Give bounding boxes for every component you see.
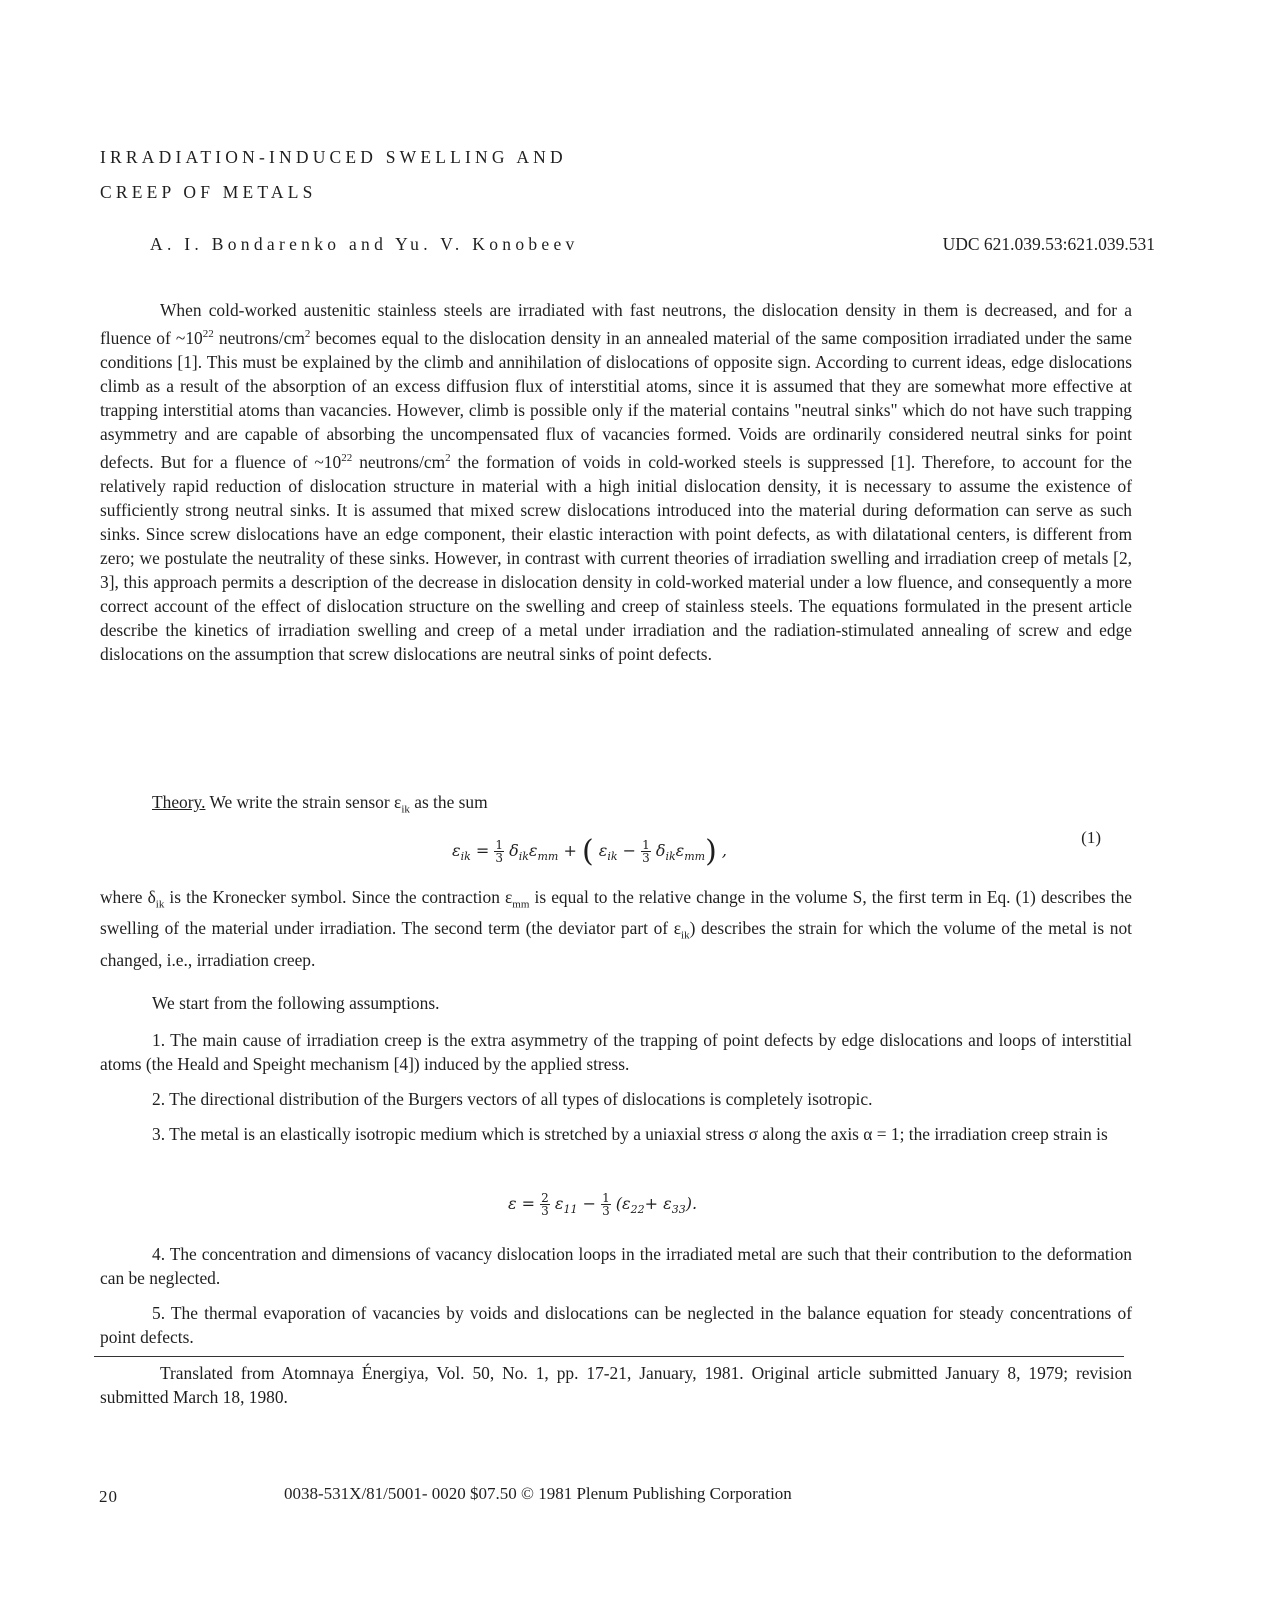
assumption-2: 2. The directional distribution of the Burgers vectors of all types of dislocations is completely isotropic.	[152, 1089, 873, 1109]
theory-heading: Theory.	[152, 792, 206, 812]
equation-1: $\varepsilon_{ik}$ = $\frac{1}{3}$ $\delta_{ik}\varepsilon_{mm}$ + ( $\varepsilon_{ik}$ − $\frac{1}{3}$ $\delta_{ik}\varepsilon_{mm}$) ,	[452, 834, 728, 869]
assumption-1: 1. The main cause of irradiation creep is the extra asymmetry of the trapping of point defects by edge dislocations and loops of interstitial atoms (the Heald and Speight mechanism [4]) induced by the applied stress.	[100, 1030, 1132, 1074]
article-title-line-1: IRRADIATION-INDUCED SWELLING AND	[100, 147, 567, 167]
article-title-line-2: CREEP OF METALS	[100, 182, 317, 202]
after-equation-paragraph: where $\delta_{ik}$ is the Kronecker symbol. Since the contraction $\varepsilon_{mm}$ is equal to the relative change in the volume S, the first term in Eq. (1) describes the swelling of the material under irradiation. The second term (the deviator part of $\varepsilon_{ik}$) describes the strain for which the volume of the metal is not changed, i.e., irradiation creep.	[100, 887, 1132, 970]
assumption-4: 4. The concentration and dimensions of vacancy dislocation loops in the irradiated metal are such that their contribution to the deformation can be neglected.	[100, 1244, 1132, 1288]
theory-paragraph: Theory. We write the strain sensor $\varepsilon_{ik}$ as the sum	[152, 792, 488, 816]
page-number: 20	[99, 1487, 118, 1506]
udc-code: UDC 621.039.53:621.039.531	[942, 234, 1155, 254]
assumption-5: 5. The thermal evaporation of vacancies by voids and dislocations can be neglected in the balance equation for steady concentrations of point defects.	[100, 1303, 1132, 1347]
authors: A. I. Bondarenko and Yu. V. Konobeev	[150, 234, 579, 254]
equation-2: ε = $\frac{2}{3}$ $\varepsilon_{11}$ − $\frac{1}{3}$ $(\varepsilon_{22}+ \varepsilon_{33})$.	[508, 1191, 698, 1218]
publication-code: 0038-531X/81/5001- 0020 $07.50 © 1981 Plenum Publishing Corporation	[284, 1484, 792, 1503]
assumptions-intro: We start from the following assumptions.	[152, 993, 440, 1013]
footnote-divider	[94, 1356, 1124, 1357]
translation-footnote: Translated from Atomnaya Énergiya, Vol. 50, No. 1, pp. 17-21, January, 1981. Original article submitted January 8, 1979; revision submitted March 18, 1980.	[100, 1363, 1132, 1407]
assumption-3: 3. The metal is an elastically isotropic medium which is stretched by a uniaxial stress σ along the axis α = 1; the irradiation creep strain is	[152, 1124, 1108, 1144]
equation-1-number: (1)	[1081, 828, 1101, 847]
intro-paragraph: When cold-worked austenitic stainless steels are irradiated with fast neutrons, the dislocation density in them is decreased, and for a fluence of $\sim 10^{22}$ neutrons/$cm^2$ becomes equal to the dislocation density in an annealed material of the same composition irradiated under the same conditions [1]. This must be explained by the climb and annihilation of dislocations of opposite sign. According to current ideas, edge dislocations climb as a result of the absorption of an excess diffusion flux of interstitial atoms, since it is assumed that they are somewhat more effective at trapping interstitial atoms than vacancies. However, climb is possible only if the material contains "neutral sinks" which do not have such trapping asymmetry and are capable of absorbing the uncompensated flux of vacancies formed. Voids are ordinarily considered neutral sinks for point defects. But for a fluence of $\sim 10^{22}$ neutrons/$cm^2$ the formation of voids in cold-worked steels is suppressed [1]. Therefore, to account for the relatively rapid reduction of dislocation structure in material with a high initial dislocation density, it is necessary to assume the existence of sufficiently strong neutral sinks. It is assumed that mixed screw dislocations introduced into the material during deformation can serve as such sinks. Since screw dislocations have an edge component, their elastic interaction with point defects, as with dilatational centers, is different from zero; we postulate the neutrality of these sinks. However, in contrast with current theories of irradiation swelling and irradiation creep of metals [2, 3], this approach permits a description of the decrease in dislocation density in cold-worked material under a low fluence, and consequently a more correct account of the effect of dislocation structure on the swelling and creep of stainless steels. The equations formulated in the present article describe the kinetics of irradiation swelling and creep of a metal under irradiation and the radiation-stimulated annealing of screw and edge dislocations on the assumption that screw dislocations are neutral sinks of point defects.	[100, 300, 1132, 664]
